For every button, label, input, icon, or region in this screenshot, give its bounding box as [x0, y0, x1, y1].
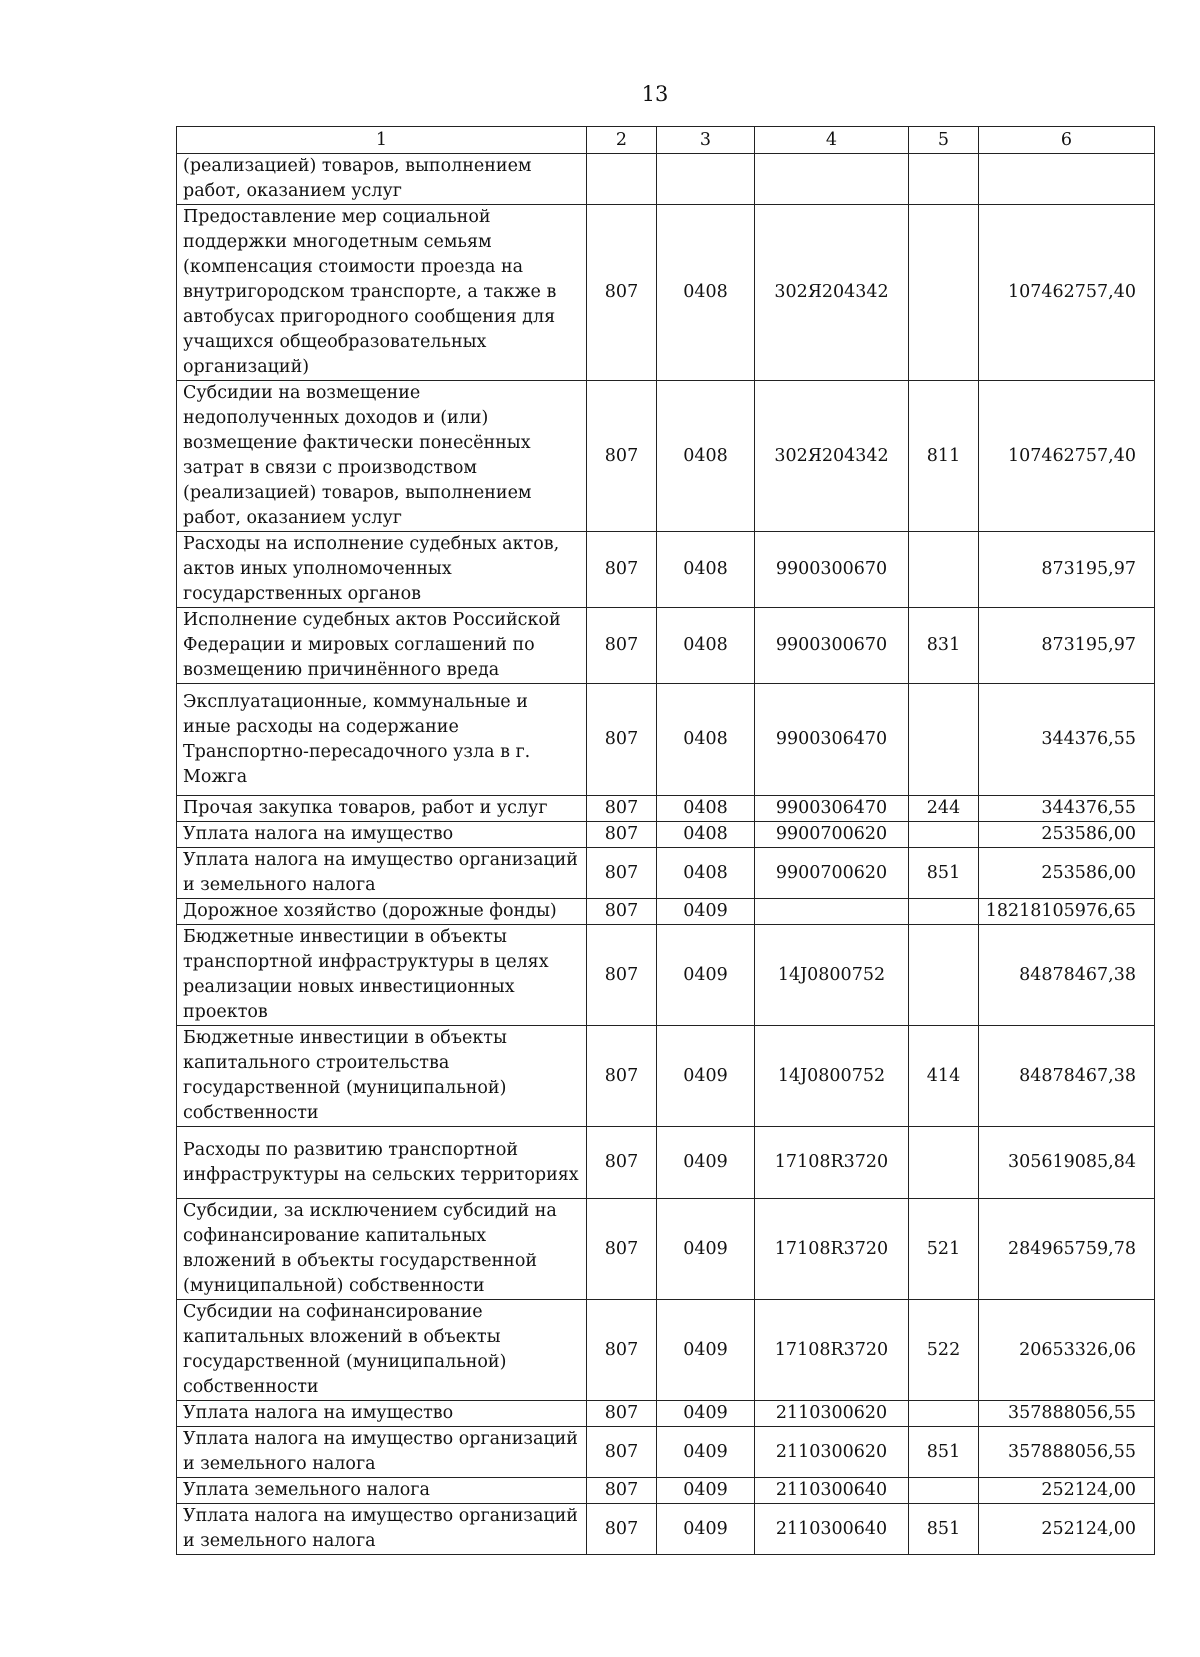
- row-amount-cell: 84878467,38: [979, 1026, 1155, 1127]
- row-name-cell: Уплата налога на имущество: [177, 1401, 587, 1427]
- row-ministry-code-cell: [587, 154, 657, 205]
- row-ministry-code-cell: 807: [587, 925, 657, 1026]
- row-section-code-cell: 0408: [657, 684, 755, 796]
- row-expense-type-cell: 851: [909, 1504, 979, 1555]
- row-target-code-cell: [755, 154, 909, 205]
- table-row: [177, 1401, 1155, 1427]
- row-section-code-cell: 0409: [657, 1401, 755, 1427]
- row-name-cell: Уплата земельного налога: [177, 1478, 587, 1504]
- row-ministry-code-cell: 807: [587, 848, 657, 899]
- row-name-cell: Расходы по развитию транспортной инфраструктуры на сельских территориях: [177, 1127, 587, 1199]
- row-amount-cell: 107462757,40: [979, 205, 1155, 381]
- table-row: [177, 684, 1155, 796]
- row-ministry-code-cell: 807: [587, 1478, 657, 1504]
- row-amount-cell: 357888056,55: [979, 1401, 1155, 1427]
- row-expense-type-cell: 521: [909, 1199, 979, 1300]
- header-row: [177, 127, 1155, 154]
- row-ministry-code-cell: 807: [587, 532, 657, 608]
- row-amount-cell: 344376,55: [979, 796, 1155, 822]
- table-row: [177, 1199, 1155, 1300]
- table-row: [177, 154, 1155, 205]
- row-expense-type-cell: [909, 684, 979, 796]
- row-target-code-cell: 2110300620: [755, 1427, 909, 1478]
- row-section-code-cell: 0409: [657, 1199, 755, 1300]
- row-expense-type-cell: [909, 925, 979, 1026]
- row-amount-cell: 873195,97: [979, 608, 1155, 684]
- row-section-code-cell: 0409: [657, 1300, 755, 1401]
- row-ministry-code-cell: 807: [587, 381, 657, 532]
- row-section-code-cell: 0409: [657, 899, 755, 925]
- table-row: [177, 532, 1155, 608]
- row-name-cell: Уплата налога на имущество организаций и земельного налога: [177, 1427, 587, 1478]
- row-ministry-code-cell: 807: [587, 1026, 657, 1127]
- budget-table: [176, 126, 1155, 1555]
- row-expense-type-cell: 414: [909, 1026, 979, 1127]
- row-expense-type-cell: [909, 532, 979, 608]
- row-expense-type-cell: [909, 1127, 979, 1199]
- row-expense-type-cell: [909, 899, 979, 925]
- table-row: [177, 848, 1155, 899]
- row-amount-cell: 253586,00: [979, 822, 1155, 848]
- row-name-cell: Уплата налога на имущество организаций и земельного налога: [177, 1504, 587, 1555]
- row-name-cell: Бюджетные инвестиции в объекты капитального строительства государственной (муниципальной) собственности: [177, 1026, 587, 1127]
- row-section-code-cell: 0409: [657, 1427, 755, 1478]
- row-name-cell: Дорожное хозяйство (дорожные фонды): [177, 899, 587, 925]
- row-amount-cell: 305619085,84: [979, 1127, 1155, 1199]
- row-target-code-cell: 2110300640: [755, 1478, 909, 1504]
- row-expense-type-cell: 522: [909, 1300, 979, 1401]
- row-target-code-cell: [755, 899, 909, 925]
- row-target-code-cell: 9900300670: [755, 532, 909, 608]
- page-number: 13: [641, 82, 669, 106]
- table-row: [177, 608, 1155, 684]
- table-row: [177, 381, 1155, 532]
- table-row: [177, 796, 1155, 822]
- row-amount-cell: 107462757,40: [979, 381, 1155, 532]
- row-expense-type-cell: [909, 205, 979, 381]
- row-target-code-cell: 9900306470: [755, 684, 909, 796]
- row-section-code-cell: [657, 154, 755, 205]
- row-section-code-cell: 0409: [657, 1478, 755, 1504]
- row-target-code-cell: 9900700620: [755, 848, 909, 899]
- row-section-code-cell: 0409: [657, 1026, 755, 1127]
- row-section-code-cell: 0408: [657, 848, 755, 899]
- row-expense-type-cell: 851: [909, 1427, 979, 1478]
- row-expense-type-cell: [909, 154, 979, 205]
- row-section-code-cell: 0408: [657, 205, 755, 381]
- row-section-code-cell: 0409: [657, 1127, 755, 1199]
- row-section-code-cell: 0409: [657, 925, 755, 1026]
- header-cell: 3: [657, 127, 755, 154]
- header-cell: 4: [755, 127, 909, 154]
- row-target-code-cell: 9900300670: [755, 608, 909, 684]
- row-section-code-cell: 0408: [657, 796, 755, 822]
- table-row: [177, 205, 1155, 381]
- row-ministry-code-cell: 807: [587, 1199, 657, 1300]
- row-ministry-code-cell: 807: [587, 1401, 657, 1427]
- row-name-cell: Бюджетные инвестиции в объекты транспортной инфраструктуры в целях реализации новых инвестиционных проектов: [177, 925, 587, 1026]
- row-name-cell: Исполнение судебных актов Российской Федерации и мировых соглашений по возмещению причинённого вреда: [177, 608, 587, 684]
- row-ministry-code-cell: 807: [587, 1127, 657, 1199]
- row-section-code-cell: 0409: [657, 1504, 755, 1555]
- row-target-code-cell: 17108R3720: [755, 1127, 909, 1199]
- row-name-cell: Прочая закупка товаров, работ и услуг: [177, 796, 587, 822]
- row-target-code-cell: 14J0800752: [755, 1026, 909, 1127]
- row-amount-cell: 84878467,38: [979, 925, 1155, 1026]
- row-target-code-cell: 2110300620: [755, 1401, 909, 1427]
- row-amount-cell: 252124,00: [979, 1504, 1155, 1555]
- table-row: [177, 1127, 1155, 1199]
- table-row: [177, 899, 1155, 925]
- table-row: [177, 1026, 1155, 1127]
- row-ministry-code-cell: 807: [587, 684, 657, 796]
- row-expense-type-cell: 831: [909, 608, 979, 684]
- row-amount-cell: 18218105976,65: [979, 899, 1155, 925]
- row-section-code-cell: 0408: [657, 608, 755, 684]
- row-name-cell: Субсидии на возмещение недополученных доходов и (или) возмещение фактически понесённых затрат в связи с производством (реализацией) товаров, выполнением работ, оказанием услуг: [177, 381, 587, 532]
- row-ministry-code-cell: 807: [587, 822, 657, 848]
- row-expense-type-cell: 851: [909, 848, 979, 899]
- table-row: [177, 925, 1155, 1026]
- row-amount-cell: [979, 154, 1155, 205]
- row-ministry-code-cell: 807: [587, 796, 657, 822]
- row-target-code-cell: 14J0800752: [755, 925, 909, 1026]
- row-name-cell: Субсидии, за исключением субсидий на софинансирование капитальных вложений в объекты государственной (муниципальной) собственности: [177, 1199, 587, 1300]
- row-name-cell: Эксплуатационные, коммунальные и иные расходы на содержание Транспортно-пересадочного узла в г. Можга: [177, 684, 587, 796]
- row-amount-cell: 253586,00: [979, 848, 1155, 899]
- table-row: [177, 1478, 1155, 1504]
- row-ministry-code-cell: 807: [587, 608, 657, 684]
- row-amount-cell: 873195,97: [979, 532, 1155, 608]
- table-row: [177, 1504, 1155, 1555]
- row-section-code-cell: 0408: [657, 822, 755, 848]
- row-name-cell: Расходы на исполнение судебных актов, актов иных уполномоченных государственных органов: [177, 532, 587, 608]
- row-target-code-cell: 302Я204342: [755, 205, 909, 381]
- row-name-cell: Уплата налога на имущество организаций и земельного налога: [177, 848, 587, 899]
- row-target-code-cell: 17108R3720: [755, 1300, 909, 1401]
- table-row: [177, 822, 1155, 848]
- row-expense-type-cell: 244: [909, 796, 979, 822]
- row-target-code-cell: 17108R3720: [755, 1199, 909, 1300]
- header-cell: 1: [177, 127, 587, 154]
- row-ministry-code-cell: 807: [587, 899, 657, 925]
- row-amount-cell: 357888056,55: [979, 1427, 1155, 1478]
- header-cell: 6: [979, 127, 1155, 154]
- row-name-cell: Субсидии на софинансирование капитальных вложений в объекты государственной (муниципальной) собственности: [177, 1300, 587, 1401]
- row-target-code-cell: 2110300640: [755, 1504, 909, 1555]
- row-expense-type-cell: [909, 1478, 979, 1504]
- row-name-cell: Предоставление мер социальной поддержки многодетным семьям (компенсация стоимости проезда на внутригородском транспорте, а также в автобусах пригородного сообщения для учащихся общеобразовательных организаций): [177, 205, 587, 381]
- header-cell: 5: [909, 127, 979, 154]
- row-amount-cell: 344376,55: [979, 684, 1155, 796]
- row-expense-type-cell: 811: [909, 381, 979, 532]
- row-target-code-cell: 302Я204342: [755, 381, 909, 532]
- row-ministry-code-cell: 807: [587, 1300, 657, 1401]
- row-name-cell: (реализацией) товаров, выполнением работ, оказанием услуг: [177, 154, 587, 205]
- row-target-code-cell: 9900306470: [755, 796, 909, 822]
- row-section-code-cell: 0408: [657, 381, 755, 532]
- row-expense-type-cell: [909, 822, 979, 848]
- header-cell: 2: [587, 127, 657, 154]
- row-name-cell: Уплата налога на имущество: [177, 822, 587, 848]
- row-amount-cell: 20653326,06: [979, 1300, 1155, 1401]
- row-ministry-code-cell: 807: [587, 1427, 657, 1478]
- row-ministry-code-cell: 807: [587, 1504, 657, 1555]
- table-row: [177, 1300, 1155, 1401]
- row-ministry-code-cell: 807: [587, 205, 657, 381]
- row-amount-cell: 284965759,78: [979, 1199, 1155, 1300]
- row-target-code-cell: 9900700620: [755, 822, 909, 848]
- row-amount-cell: 252124,00: [979, 1478, 1155, 1504]
- row-expense-type-cell: [909, 1401, 979, 1427]
- row-section-code-cell: 0408: [657, 532, 755, 608]
- table-row: [177, 1427, 1155, 1478]
